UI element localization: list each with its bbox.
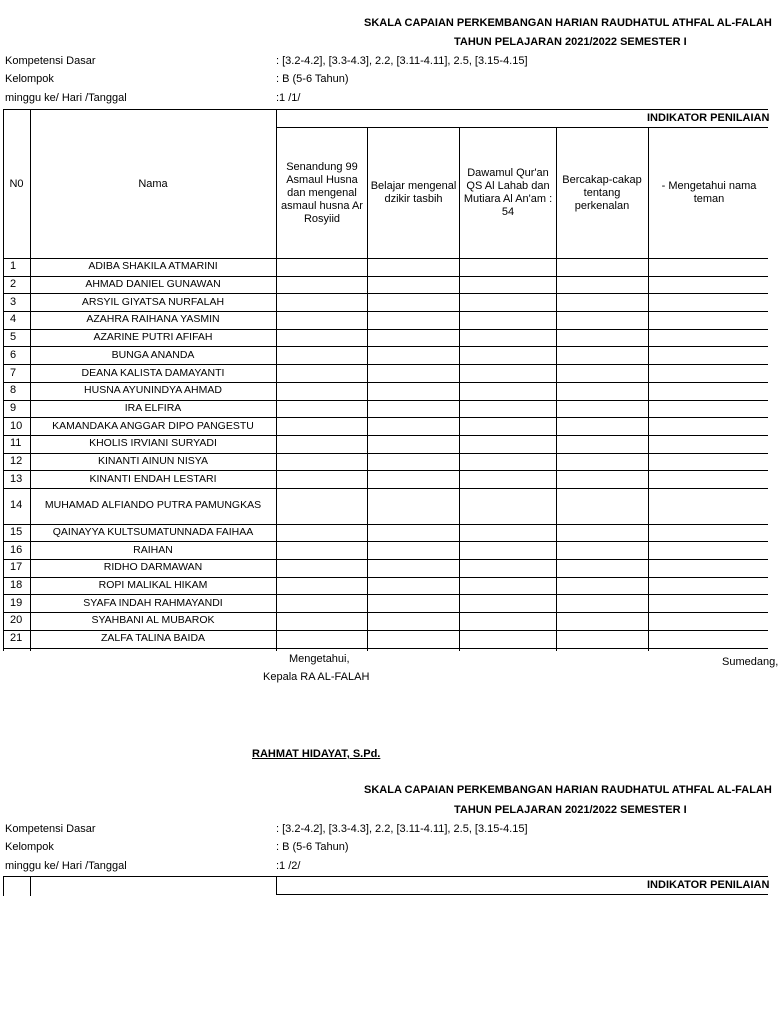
row-number: 4 <box>10 313 17 325</box>
student-name: RAIHAN <box>133 544 173 556</box>
row-number: 15 <box>10 526 23 538</box>
student-name: IRA ELFIRA <box>124 402 182 414</box>
row-number: 2 <box>10 278 17 290</box>
row-number: 12 <box>10 455 23 467</box>
row-number: 13 <box>10 473 23 485</box>
col-nama-header: Nama <box>138 177 168 190</box>
meta-label-minggu: minggu ke/ Hari /Tanggal <box>5 92 127 104</box>
report-title: SKALA CAPAIAN PERKEMBANGAN HARIAN RAUDHATUL ATHFAL AL-FALAH <box>364 17 772 29</box>
student-name: DEANA KALISTA DAMAYANTI <box>81 367 225 379</box>
student-name: AZAHRA RAIHANA YASMIN <box>86 313 220 325</box>
place-date-label: Sumedang, <box>722 656 778 668</box>
meta-value-kelompok: : B (5-6 Tahun) <box>276 73 349 85</box>
indikator-header-2: INDIKATOR PENILAIAN <box>647 879 770 891</box>
indikator-header: INDIKATOR PENILAIAN <box>647 112 770 124</box>
row-number: 11 <box>10 437 22 449</box>
row-number: 20 <box>10 614 23 626</box>
row-number: 14 <box>10 499 23 511</box>
indicator-header-1: Senandung 99 Asmaul Husna dan mengenal asmaul husna Ar Rosyiid <box>281 160 363 225</box>
student-name: ZALFA TALINA BAIDA <box>100 632 206 644</box>
student-name: SYAHBANI AL MUBAROK <box>91 614 215 626</box>
student-name: BUNGA ANANDA <box>111 349 195 361</box>
row-number: 8 <box>10 384 17 396</box>
row-number: 7 <box>10 367 17 379</box>
signatory-name: RAHMAT HIDAYAT, S.Pd. <box>252 748 381 760</box>
meta-label-minggu-2: minggu ke/ Hari /Tanggal <box>5 860 127 872</box>
kepala-label: Kepala RA AL-FALAH <box>263 671 370 683</box>
row-number: 21 <box>10 632 23 644</box>
row-number: 5 <box>10 331 17 343</box>
student-name: KAMANDAKA ANGGAR DIPO PANGESTU <box>52 420 254 432</box>
row-number: 19 <box>10 597 23 609</box>
row-number: 10 <box>10 420 23 432</box>
student-name: HUSNA AYUNINDYA AHMAD <box>84 384 222 396</box>
indicator-header-3: Dawamul Qur'an QS Al Lahab dan Mutiara Al An'am : 54 <box>463 167 553 218</box>
report-subtitle-2: TAHUN PELAJARAN 2021/2022 SEMESTER I <box>454 804 687 816</box>
report-subtitle: TAHUN PELAJARAN 2021/2022 SEMESTER I <box>454 36 687 48</box>
row-number: 9 <box>10 402 17 414</box>
student-name: KINANTI AINUN NISYA <box>97 455 209 467</box>
student-name: SYAFA INDAH RAHMAYANDI <box>83 597 223 609</box>
indicator-header-4: Bercakap-cakap tentang perkenalan <box>562 173 642 212</box>
mengetahui-label: Mengetahui, <box>289 653 350 665</box>
col-no-header: N0 <box>9 177 24 190</box>
report-title-2: SKALA CAPAIAN PERKEMBANGAN HARIAN RAUDHATUL ATHFAL AL-FALAH <box>364 784 772 796</box>
student-name: AHMAD DANIEL GUNAWAN <box>85 278 221 290</box>
student-name: ARSYIL GIYATSA NURFALAH <box>81 296 225 308</box>
meta-value-kompetensi: : [3.2-4.2], [3.3-4.3], 2.2, [3.11-4.11], 2.5, [3.15-4.15] <box>276 55 528 67</box>
row-number: 6 <box>10 349 17 361</box>
meta-label-kelompok-2: Kelompok <box>5 841 54 853</box>
meta-label-kompetensi: Kompetensi Dasar <box>5 55 96 67</box>
student-name: KHOLIS IRVIANI SURYADI <box>89 437 217 449</box>
meta-value-kelompok-2: : B (5-6 Tahun) <box>276 841 349 853</box>
row-number: 3 <box>10 296 17 308</box>
meta-value-minggu-2: :1 /2/ <box>276 860 301 872</box>
row-number: 16 <box>10 544 23 556</box>
meta-label-kompetensi-2: Kompetensi Dasar <box>5 823 96 835</box>
student-name: AZARINE PUTRI AFIFAH <box>93 331 213 343</box>
student-name: RIDHO DARMAWAN <box>103 561 203 573</box>
row-number: 18 <box>10 579 23 591</box>
meta-value-kompetensi-2: : [3.2-4.2], [3.3-4.3], 2.2, [3.11-4.11], 2.5, [3.15-4.15] <box>276 823 528 835</box>
indicator-header-5: - Mengetahui nama teman <box>661 180 757 205</box>
student-name: ROPI MALIKAL HIKAM <box>98 579 208 591</box>
indicator-header-2: Belajar mengenal dzikir tasbih <box>370 180 457 205</box>
row-number: 17 <box>10 561 23 573</box>
row-number: 1 <box>10 260 17 272</box>
meta-label-kelompok: Kelompok <box>5 73 54 85</box>
student-name: KINANTI ENDAH LESTARI <box>89 473 217 485</box>
student-name: MUHAMAD ALFIANDO PUTRA PAMUNGKAS <box>44 499 262 511</box>
student-name: QAINAYYA KULTSUMATUNNADA FAIHAA <box>52 526 254 538</box>
student-name: ADIBA SHAKILA ATMARINI <box>88 260 218 272</box>
meta-value-minggu: :1 /1/ <box>276 92 301 104</box>
